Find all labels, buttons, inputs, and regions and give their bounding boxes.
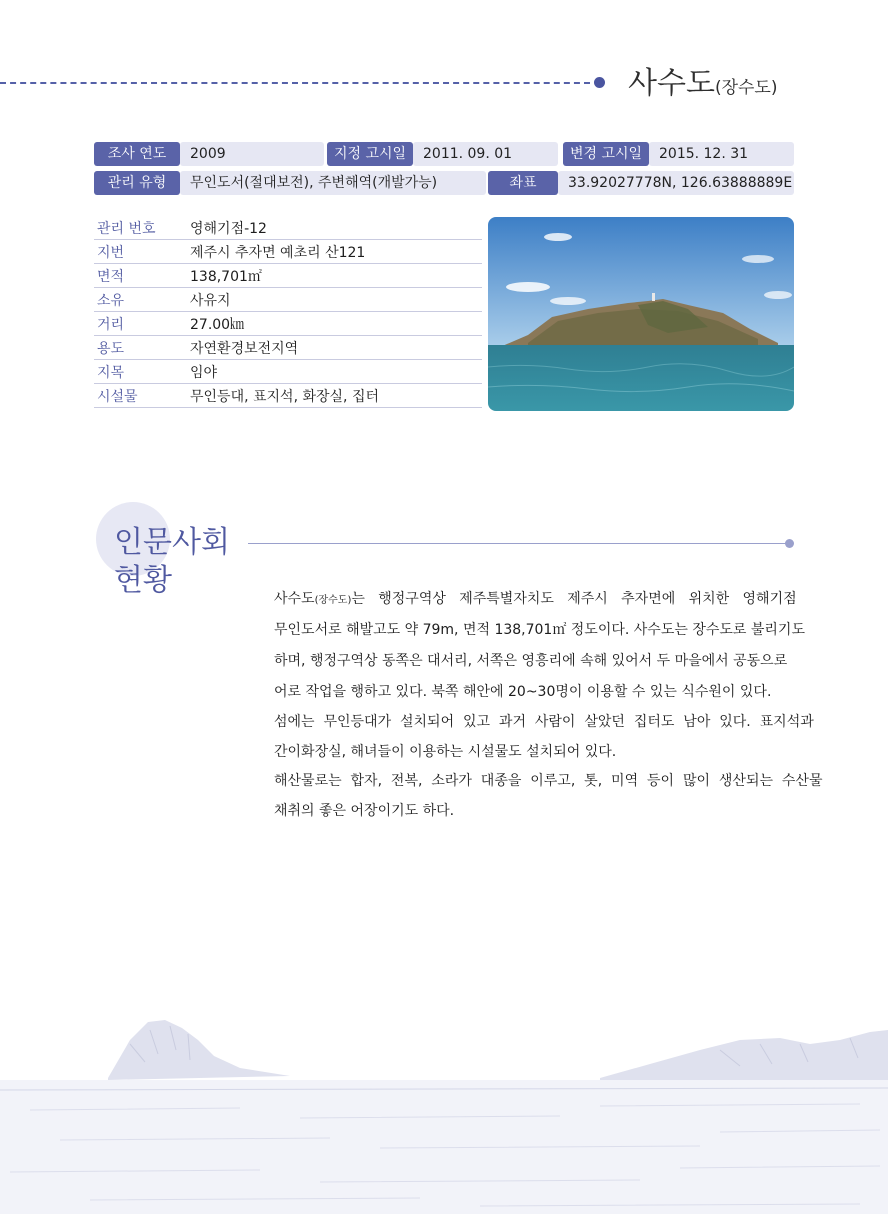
paragraph-lead: 사수도 — [274, 591, 315, 607]
detail-row — [94, 287, 482, 312]
detail-key: 지목 — [97, 365, 125, 381]
detail-key: 소유 — [97, 293, 125, 309]
page-title-main: 사수도 — [628, 66, 715, 101]
management-type-label: 관리 유형 — [94, 171, 180, 195]
management-type-value: 무인도서(절대보전), 주변해역(개발가능) — [180, 171, 486, 195]
detail-key: 면적 — [97, 269, 125, 285]
detail-key: 거리 — [97, 317, 125, 333]
decorative-island-illustration — [0, 1010, 888, 1214]
detail-value: 자연환경보전지역 — [190, 341, 299, 357]
detail-value: 제주시 추자면 예초리 산121 — [190, 245, 366, 261]
header-dot — [594, 77, 605, 88]
detail-row — [94, 239, 482, 264]
paragraph-line — [274, 588, 797, 608]
section-title-line2: 현황 — [114, 563, 172, 598]
detail-key: 지번 — [97, 245, 125, 261]
detail-value: 138,701㎡ — [190, 269, 262, 285]
paragraph-line: 무인도서로 해발고도 약 79m, 면적 138,701㎡ 정도이다. 사수도는 장수도로 불리기도 — [274, 622, 805, 638]
paragraph-line: 간이화장실, 해녀들이 이용하는 시설물도 설치되어 있다. — [274, 744, 617, 760]
section-divider-dot — [785, 539, 794, 548]
detail-row — [94, 263, 482, 288]
detail-row — [94, 335, 482, 360]
page-title-sub: (장수도) — [714, 78, 778, 98]
coord-value: 33.92027778N, 126.63888889E — [558, 171, 794, 195]
detail-row — [94, 311, 482, 336]
detail-row — [94, 359, 482, 384]
detail-key: 시설물 — [97, 389, 138, 405]
detail-value: 영해기점-12 — [190, 221, 267, 237]
detail-value: 사유지 — [190, 293, 231, 309]
survey-year-label: 조사 연도 — [94, 142, 180, 166]
section-title-line1: 인문사회 — [114, 525, 230, 560]
paragraph-line: 어로 작업을 행하고 있다. 북쪽 해안에 20~30명이 이용할 수 있는 식수원이 있다. — [274, 684, 772, 700]
paragraph-line: 채취의 좋은 어장이기도 하다. — [274, 803, 455, 819]
change-date-label: 변경 고시일 — [563, 142, 649, 166]
paragraph-lead-rest: 는 행정구역상 제주특별자치도 제주시 추자면에 위치한 영해기점 — [351, 591, 797, 607]
island-photo — [488, 217, 794, 411]
section-divider — [248, 543, 786, 544]
detail-key: 용도 — [97, 341, 125, 357]
paragraph-line: 해산물로는 합자, 전복, 소라가 대종을 이루고, 톳, 미역 등이 많이 생산되는 수산물 — [274, 773, 823, 789]
designation-date-label: 지정 고시일 — [327, 142, 413, 166]
change-date-value: 2015. 12. 31 — [649, 142, 794, 166]
header-dashed-line — [0, 82, 590, 84]
paragraph-lead-sub: (장수도) — [314, 595, 352, 606]
coord-label: 좌표 — [488, 171, 558, 195]
detail-value: 27.00㎞ — [190, 317, 245, 333]
detail-value: 임야 — [190, 365, 218, 381]
detail-row — [94, 383, 482, 408]
detail-row — [94, 215, 482, 240]
page-title — [628, 58, 777, 102]
survey-year-value: 2009 — [180, 142, 324, 166]
paragraph-line: 하며, 행정구역상 동쪽은 대서리, 서쪽은 영흥리에 속해 있어서 두 마을에서 공동으로 — [274, 653, 788, 669]
paragraph-line: 섬에는 무인등대가 설치되어 있고 과거 사람이 살았던 집터도 남아 있다. 표지석과 — [274, 714, 814, 730]
detail-value: 무인등대, 표지석, 화장실, 집터 — [190, 389, 379, 405]
detail-key: 관리 번호 — [97, 221, 156, 237]
designation-date-value: 2011. 09. 01 — [413, 142, 558, 166]
section-title — [114, 524, 244, 600]
